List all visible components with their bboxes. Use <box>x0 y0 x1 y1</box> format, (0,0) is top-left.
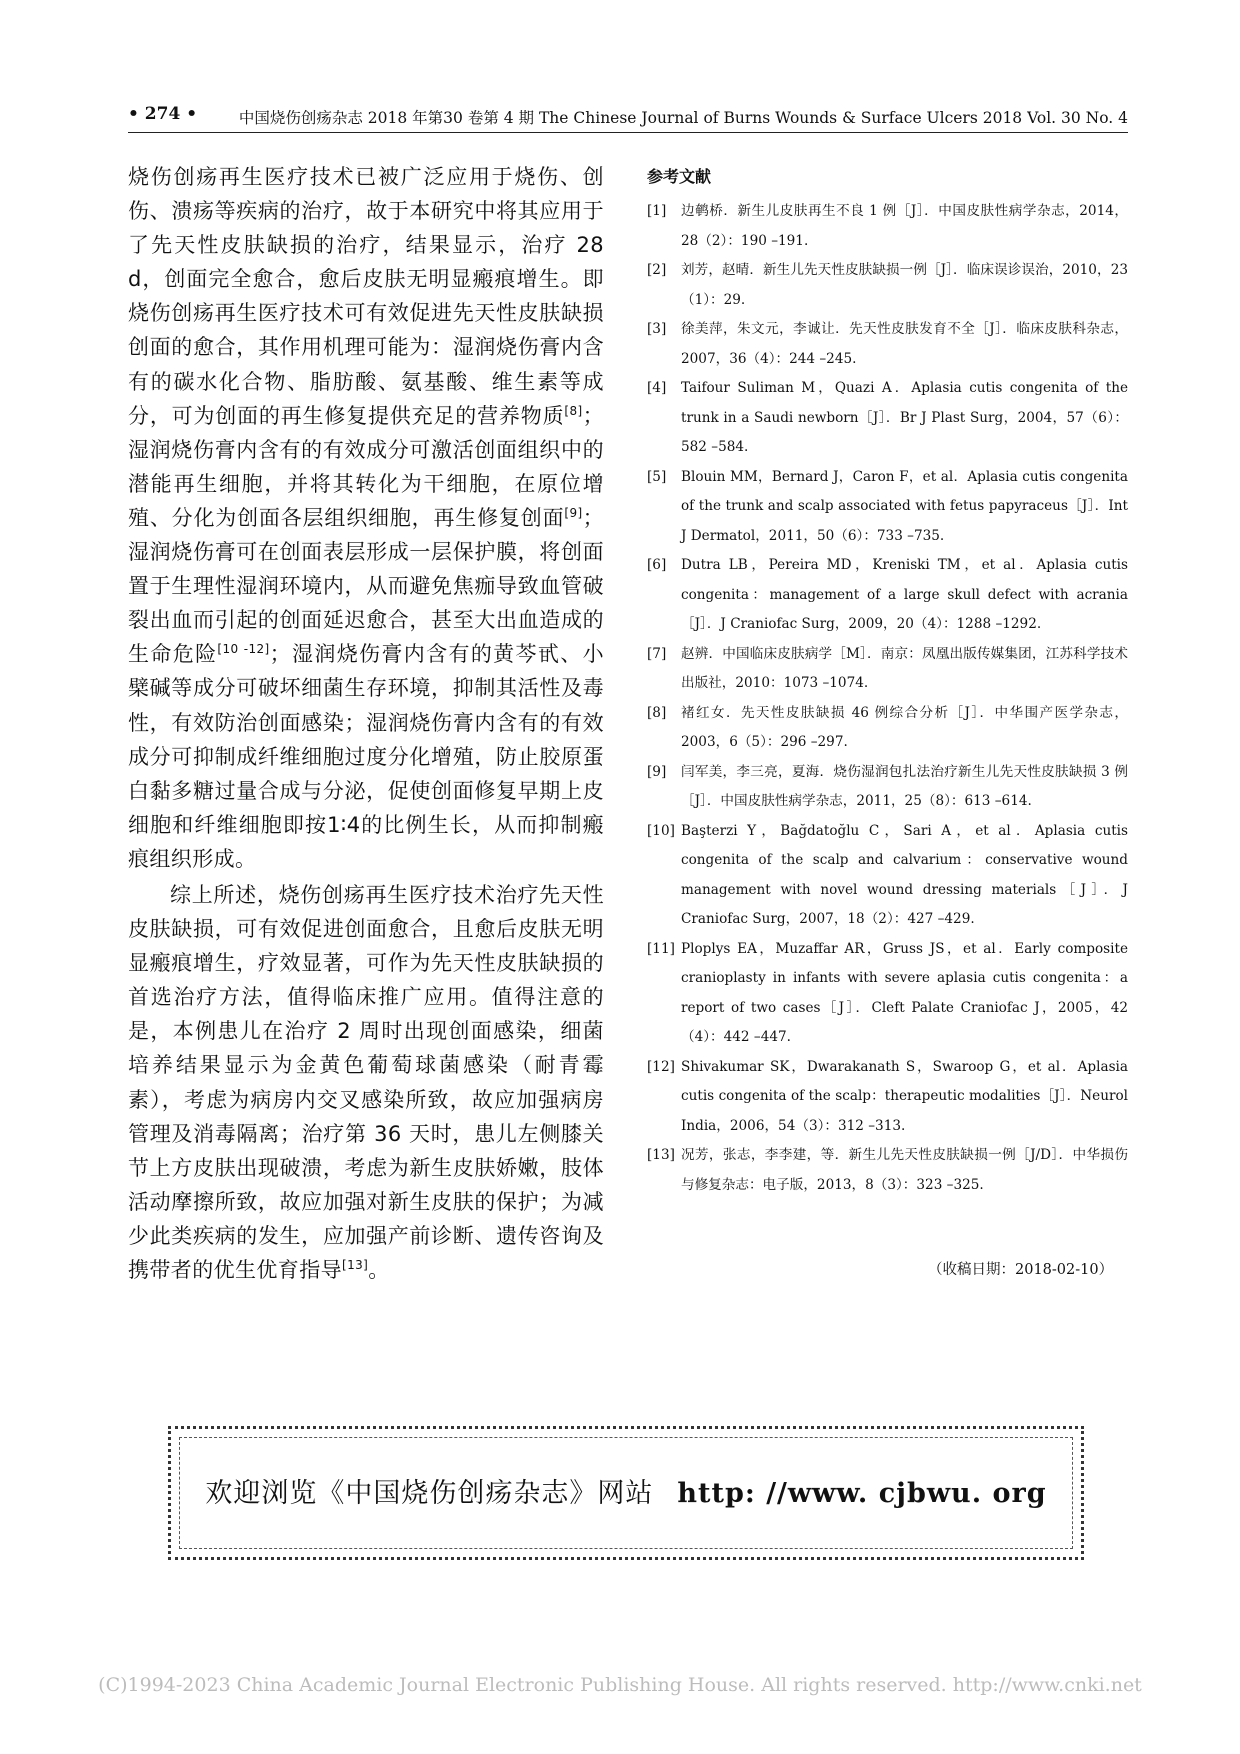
reference-number: [6] <box>647 557 667 573</box>
reference-text: 褚红女．先天性皮肤缺损 46 例综合分析［J］．中华围产医学杂志，2003，6（5）：296 –297. <box>681 704 1128 750</box>
reference-text: Ploplys EA，Muzaffar AR，Gruss JS，et al．Early composite cranioplasty in infants with severe aplasia cutis congenita：a report of two cases［J］．Cleft Palate Craniofac J，2005，42（4）：442 –447. <box>681 940 1128 1045</box>
reference-number: [10] <box>647 822 675 839</box>
reference-number: [2] <box>647 262 667 278</box>
reference-item <box>647 197 1128 256</box>
reference-text: Dutra LB，Pereira MD，Kreniski TM，et al．Aplasia cutis congenita：management of a large skull defect with acrania［J］．J Craniofac Surg，2009，20（4）：1288 –1292. <box>681 557 1128 632</box>
body-text: ；湿润烧伤膏内含有的黄芩甙、小檗碱等成分可破坏细菌生存环境，抑制其活性及毒性，有效防治创面感染；湿润烧伤膏内含有的有效成分可抑制成纤维细胞过度分化增殖，防止胶原蛋白黏多糖过量合成与分泌，促使创面修复早期上皮细胞和纤维细胞即按1∶4的比例生长，从而抑制瘢痕组织形成。 <box>128 642 604 871</box>
banner-url-link[interactable]: http: //www. cjbwu. org <box>677 1478 1047 1509</box>
reference-number: [8] <box>647 704 667 721</box>
reference-item <box>647 1141 1128 1200</box>
banner-text <box>171 1471 1081 1510</box>
reference-number: [11] <box>647 940 675 957</box>
reference-number: [1] <box>647 203 667 219</box>
reference-text: 赵辨．中国临床皮肤病学［M］．南京：凤凰出版传媒集团，江苏科学技术出版社，2010：1073 –1074. <box>681 645 1128 691</box>
reference-text: 况芳，张志，李李建，等．新生儿先天性皮肤缺损一例［J/D］．中华损伤与修复杂志：电子版，2013，8（3）：323 –325. <box>681 1147 1128 1193</box>
reference-text: Başterzi Y，Bağdatoğlu C，Sari A，et al．Aplasia cutis congenita of the scalp and calvarium：conservative wound management with novel wound dressing materials［J］．J Craniofac Surg，2007，18（2）：427 –429. <box>681 822 1128 927</box>
body-text: ；湿润烧伤膏内含有的有效成分可激活创面组织中的潜能再生细胞，并将其转化为干细胞，在原位增殖、分化为创面各层组织细胞，再生修复创面 <box>128 403 604 530</box>
reference-item <box>647 551 1128 640</box>
body-text: ；湿润烧伤膏可在创面表层形成一层保护膜，将创面置于生理性湿润环境内，从而避免焦痂导致血管破裂出血而引起的创面延迟愈合，甚至大出血造成的生命危险 <box>128 505 604 667</box>
reference-number: [3] <box>647 321 667 337</box>
conclusion-paragraph: 综上所述，烧伤创疡再生医疗技术治疗先天性皮肤缺损，可有效促进创面愈合，且愈后皮肤无明显瘢痕增生，疗效显著，可作为先天性皮肤缺损的首选治疗方法，值得临床推广应用。值得注意的是，本例患儿在治疗 2 周时出现创面感染，细菌培养结果显示为金黄色葡萄球菌感染（耐青霉素），考虑为病房内交叉感染所致，故应加强病房管理及消毒隔离；治疗第 36 天时，患儿左侧膝关节上方皮肤出现破溃，考虑为新生皮肤娇嫩，肢体活动摩擦所致，故应加强对新生皮肤的保护；为减少此类疾病的发生，应加强产前诊断、遗传咨询及携带者的优生优育指导[13]。 <box>128 882 604 1282</box>
reference-item <box>647 699 1128 758</box>
body-text: 烧伤创疡再生医疗技术已被广泛应用于烧伤、创伤、溃疡等疾病的治疗，故于本研究中将其应用于了先天性皮肤缺损的治疗，结果显示，治疗 28 d，创面完全愈合，愈后皮肤无明显瘢痕增生。即烧伤创疡再生医疗技术可有效促进先天性皮肤缺损创面的愈合，其作用机理可能为：湿润烧伤膏内含有的碳水化合物、脂肪酸、氨基酸、维生素等成分，可为创面的再生修复提供充足的营养物质 <box>128 165 604 428</box>
copyright-footer: (C)1994-2023 China Academic Journal Electronic Publishing House. All rights reserved. http://www.cnki.net <box>98 1674 1142 1696</box>
body-paragraph <box>128 160 604 876</box>
citation[interactable]: [9] <box>564 505 583 520</box>
reference-number: [4] <box>647 380 667 396</box>
reference-text: 闫军美，李三亮，夏海．烧伤湿润包扎法治疗新生儿先天性皮肤缺损 3 例［J］．中国皮肤性病学杂志，2011，25（8）：613 –614. <box>681 763 1128 809</box>
reference-text: Blouin MM，Bernard J，Caron F，et al．Aplasia cutis congenita of the trunk and scalp associated with fetus papyraceus［J］．Int J Dermatol，2011，50（6）：733 –735. <box>681 468 1128 544</box>
reference-text: 徐美萍，朱文元，李诚让．先天性皮肤发育不全［J］．临床皮肤科杂志，2007，36（4）：244 –245. <box>681 321 1128 367</box>
reference-number: [9] <box>647 763 667 780</box>
citation[interactable]: [10 -12] <box>217 642 270 657</box>
journal-title: 中国烧伤创疡杂志 2018 年第30 卷第 4 期 The Chinese Journal of Burns Wounds & Surface Ulcers 2018 Vol. 30 No. 4 <box>238 109 1128 127</box>
reference-text: Shivakumar SK，Dwarakanath S，Swaroop G，et al．Aplasia cutis congenita of the scalp：therapeutic modalities［J］．Neurol India，2006，54（3）：312 –313. <box>681 1058 1128 1134</box>
reference-item <box>647 758 1128 817</box>
reference-item <box>647 315 1128 374</box>
references-title: 参考文献 <box>647 167 712 186</box>
reference-item <box>647 374 1128 463</box>
references-column <box>647 160 1128 1200</box>
header-rule <box>128 132 1128 133</box>
reference-number: [12] <box>647 1058 675 1075</box>
reference-item <box>647 1053 1128 1142</box>
citation[interactable]: [13] <box>342 1258 369 1272</box>
reference-item <box>647 640 1128 699</box>
reference-item <box>647 817 1128 935</box>
page-number: • 274 • <box>128 104 198 124</box>
reference-number: [7] <box>647 645 667 662</box>
banner-label: 欢迎浏览《中国烧伤创疡杂志》网站 <box>205 1478 654 1509</box>
body-text: 综上所述，烧伤创疡再生医疗技术治疗先天性皮肤缺损，可有效促进创面愈合，且愈后皮肤无明显瘢痕增生，疗效显著，可作为先天性皮肤缺损的首选治疗方法，值得临床推广应用。值得注意的是，本例患儿在治疗 2 周时出现创面感染，细菌培养结果显示为金黄色葡萄球菌感染（耐青霉素），考虑为病房内交叉感染所致，故应加强病房管理及消毒隔离；治疗第 36 天时，患儿左侧膝关节上方皮肤出现破溃，考虑为新生皮肤娇嫩，肢体活动摩擦所致，故应加强对新生皮肤的保护；为减少此类疾病的发生，应加强产前诊断、遗传咨询及携带者的优生优育指导 <box>128 882 604 1282</box>
running-header <box>128 104 1128 130</box>
citation[interactable]: [8] <box>564 403 583 418</box>
reference-number: [5] <box>647 468 667 485</box>
reference-number: [13] <box>647 1147 675 1163</box>
reference-text: 刘芳，赵晴．新生儿先天性皮肤缺损一例［J］．临床误诊误治，2010，23（1）：29. <box>681 262 1128 308</box>
body-text-column <box>128 160 604 1287</box>
reference-item <box>647 935 1128 1053</box>
received-date: （收稿日期：2018-02-10） <box>928 1262 1114 1278</box>
reference-text: 边鹌桥．新生儿皮肤再生不良 1 例［J］．中国皮肤性病学杂志，2014，28（2）：190 –191. <box>681 203 1128 249</box>
reference-item <box>647 463 1128 552</box>
website-banner <box>168 1426 1084 1560</box>
reference-text: Taifour Suliman M，Quazi A．Aplasia cutis congenita of the trunk in a Saudi newborn［J］．Br J Plast Surg，2004，57（6）：582 –584. <box>681 380 1128 455</box>
references-list <box>647 197 1128 1200</box>
reference-item <box>647 256 1128 315</box>
